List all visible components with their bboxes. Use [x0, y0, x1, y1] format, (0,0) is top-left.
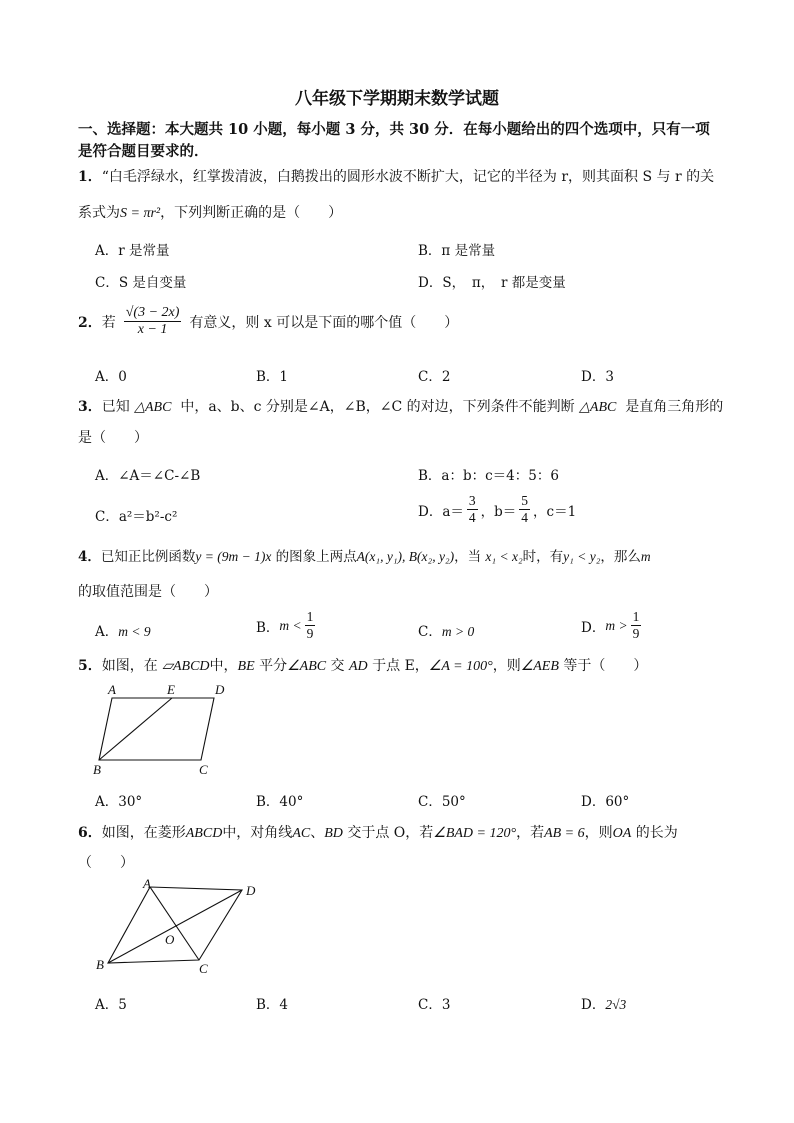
- q6-text-f: ，则: [584, 825, 613, 841]
- q4-option-d-letter: D．: [581, 619, 606, 636]
- q6-line1: [78, 822, 678, 842]
- q3-line1: [78, 396, 723, 416]
- q5-ad: AD: [349, 659, 368, 674]
- q4-points: A(x₁, y₁), B(x₂, y₂): [356, 549, 455, 564]
- q3-line2: 是（ ）: [78, 430, 148, 446]
- page-title: 八年级下学期期末数学试题: [295, 89, 499, 109]
- q4-condition-x: x₁ < x₂: [485, 549, 523, 564]
- q4-text-c: ，当: [454, 549, 482, 565]
- q4-option-d-num: 1: [632, 609, 640, 624]
- q6-option-a: A．5: [95, 997, 127, 1013]
- q4-option-d-pre: m >: [605, 617, 628, 633]
- q3-option-d-frac1: [467, 493, 478, 526]
- q5-text-b: 中，: [209, 658, 238, 674]
- q4-option-d-frac: [631, 609, 642, 642]
- q1-text: “白毛浮绿水，红掌拨清波，白鹅拨出的圆形水波不断扩大，记它的半径为 r，则其面积 S 与 r 的关: [101, 169, 715, 185]
- q3-frac2-num: 5: [521, 493, 529, 508]
- q3-option-d-post: ，c＝1: [533, 503, 577, 520]
- q3-text-c: 是直角三角形的: [625, 399, 724, 415]
- q2-line: [78, 305, 458, 338]
- q6-text-e: ，若: [516, 825, 545, 841]
- q5-text-e: 于点 E，: [372, 658, 429, 674]
- q2-option-c: C．2: [418, 369, 451, 385]
- q6-abcd: ABCD: [185, 826, 223, 841]
- q6-line2: （ ）: [78, 855, 134, 871]
- q2-numerator: √(3 − 2x): [125, 305, 180, 320]
- q1-text-pre: 系式为: [78, 205, 120, 221]
- q3-option-d-frac2: [519, 493, 530, 526]
- q4-text-b: 的图象上两点: [275, 549, 357, 565]
- q4-variable: m: [640, 549, 651, 564]
- q3-frac1-den: 4: [468, 510, 476, 525]
- q6-text-b: 中，对角线: [222, 825, 293, 841]
- q4-option-b-frac: [305, 609, 316, 642]
- q4-option-a: [95, 620, 151, 640]
- q6-option-c: C．3: [418, 997, 451, 1013]
- q5-label-a: A: [108, 682, 116, 697]
- q5-text-c: 平分: [259, 658, 288, 674]
- q2-option-b: B．1: [256, 369, 289, 385]
- q4-text-e: ，那么: [600, 549, 641, 565]
- q6-text-a: 如图，在菱形: [101, 825, 186, 841]
- q4-option-b-num: 1: [306, 609, 314, 624]
- q3-number: 3．: [78, 399, 102, 415]
- q6-label-b: B: [96, 957, 104, 972]
- q6-option-d-expr: 2√3: [605, 997, 627, 1012]
- q4-option-b-pre: m <: [279, 617, 302, 633]
- q1-line1: [78, 166, 714, 186]
- q6-option-d-letter: D．: [581, 997, 606, 1013]
- q4-option-a-letter: A．: [95, 624, 119, 640]
- q5-text-f: ，则: [492, 658, 521, 674]
- q4-option-b-den: 9: [306, 626, 314, 641]
- q3-option-d: [418, 493, 576, 526]
- q1-option-c: C．S 是自变量: [95, 275, 187, 291]
- q5-label-e: E: [167, 682, 175, 697]
- q6-bd: BD: [324, 826, 343, 841]
- q6-angle-bad: ∠BAD = 120°: [433, 826, 517, 841]
- q4-option-a-expr: m < 9: [118, 624, 151, 639]
- q4-function: y = (9m − 1)x: [195, 549, 272, 564]
- q5-option-a: A．30°: [95, 794, 143, 810]
- q4-text-a: 已知正比例函数: [100, 549, 196, 565]
- q2-text-post: 有意义，则 x 可以是下面的哪个值（ ）: [189, 314, 459, 331]
- q5-angle-a: ∠A = 100°: [428, 659, 493, 674]
- q5-parallelogram-figure: [88, 680, 238, 780]
- q4-line1: [78, 545, 651, 565]
- q3-option-a: A．∠A＝∠C-∠B: [95, 468, 201, 484]
- q5-text-d: 交: [330, 658, 345, 674]
- q2-text-pre: 若: [101, 314, 116, 331]
- q6-ac: AC: [292, 826, 311, 841]
- q4-option-c-expr: m > 0: [441, 624, 475, 639]
- q6-ab: AB = 6: [544, 826, 585, 841]
- q6-option-d: [581, 993, 626, 1013]
- q3-option-b: B．a：b：c＝4：5：6: [418, 468, 559, 484]
- q5-angle-abc: ∠ABC: [287, 659, 327, 674]
- q5-text-a: 如图，在: [101, 658, 158, 674]
- q6-label-d: D: [246, 883, 256, 898]
- q4-number: 4．: [78, 549, 101, 565]
- q6-oa: OA: [612, 826, 632, 841]
- q2-fraction: [124, 305, 182, 338]
- q4-option-b-letter: B．: [256, 619, 280, 636]
- q4-line2: 的取值范围是（ ）: [78, 584, 218, 600]
- q5-text-g: 等于（ ）: [563, 658, 648, 674]
- q5-option-b: B．40°: [256, 794, 304, 810]
- q1-option-d: D．S， π， r 都是变量: [418, 275, 566, 291]
- q3-option-d-mid: ，b＝: [480, 503, 517, 520]
- q6-text-d: 交于点 O，若: [347, 825, 434, 841]
- q1-option-b: B．π 是常量: [418, 243, 496, 259]
- q5-line: [78, 655, 647, 675]
- q4-text-d: 时，有: [522, 549, 564, 565]
- q5-option-c: C．50°: [418, 794, 466, 810]
- q6-label-c: C: [199, 961, 208, 976]
- q6-label-a: A: [143, 876, 151, 891]
- q2-denominator: x − 1: [137, 322, 168, 337]
- q3-text-a: 已知: [101, 399, 130, 415]
- q4-option-d-den: 9: [632, 626, 640, 641]
- q5-label-c: C: [199, 762, 208, 777]
- q4-option-b: [256, 609, 318, 642]
- q3-frac1-num: 3: [468, 493, 476, 508]
- section1-heading: 一、选择题：本大题共 10 小题，每小题 3 分，共 30 分．在每小题给出的四个选项中，只有一项: [78, 121, 710, 138]
- q5-parallelogram: ▱ABCD: [162, 659, 210, 674]
- q5-number: 5．: [78, 658, 102, 674]
- q1-number: 1．: [78, 169, 102, 185]
- q6-text-c: 、: [310, 825, 325, 841]
- q6-number: 6．: [78, 825, 102, 841]
- q2-option-d: D．3: [581, 369, 614, 385]
- q1-formula: S = πr²: [120, 206, 161, 221]
- q3-triangle: △ABC: [134, 400, 172, 415]
- q6-option-b: B．4: [256, 997, 289, 1013]
- q3-frac2-den: 4: [521, 510, 529, 525]
- q6-text-g: 的长为: [635, 825, 678, 841]
- q6-label-o: O: [165, 932, 175, 947]
- q5-be: BE: [237, 659, 255, 674]
- q4-option-d: [581, 609, 644, 642]
- q1-option-a: A．r 是常量: [95, 243, 170, 259]
- q6-diagonal-ac: [150, 887, 199, 960]
- q2-option-a: A．0: [95, 369, 127, 385]
- q3-option-d-pre: D．a＝: [418, 503, 464, 520]
- q6-rhombus-figure: [88, 875, 268, 980]
- q4-option-c-letter: C．: [418, 624, 442, 640]
- q5-option-d: D．60°: [581, 794, 630, 810]
- q4-condition-y: y₁ < y₂: [563, 549, 601, 564]
- q5-label-d: D: [215, 682, 225, 697]
- q3-text-b: 中，a、b、c 分别是∠A，∠B，∠C 的对边，下列条件不能判断: [180, 399, 575, 415]
- q5-angle-aeb: ∠AEB: [520, 659, 559, 674]
- q2-number: 2．: [78, 314, 102, 331]
- section1-heading-cont: 是符合题目要求的．: [78, 143, 209, 160]
- q3-option-c: C．a²＝b²-c²: [95, 509, 178, 525]
- q3-triangle-2: △ABC: [579, 400, 617, 415]
- q4-option-c: [418, 620, 474, 640]
- q5-label-b: B: [93, 762, 101, 777]
- q5-parallelogram-shape: [99, 698, 214, 760]
- q1-line2: [78, 202, 342, 222]
- q1-text-post: ，下列判断正确的是（ ）: [160, 205, 343, 221]
